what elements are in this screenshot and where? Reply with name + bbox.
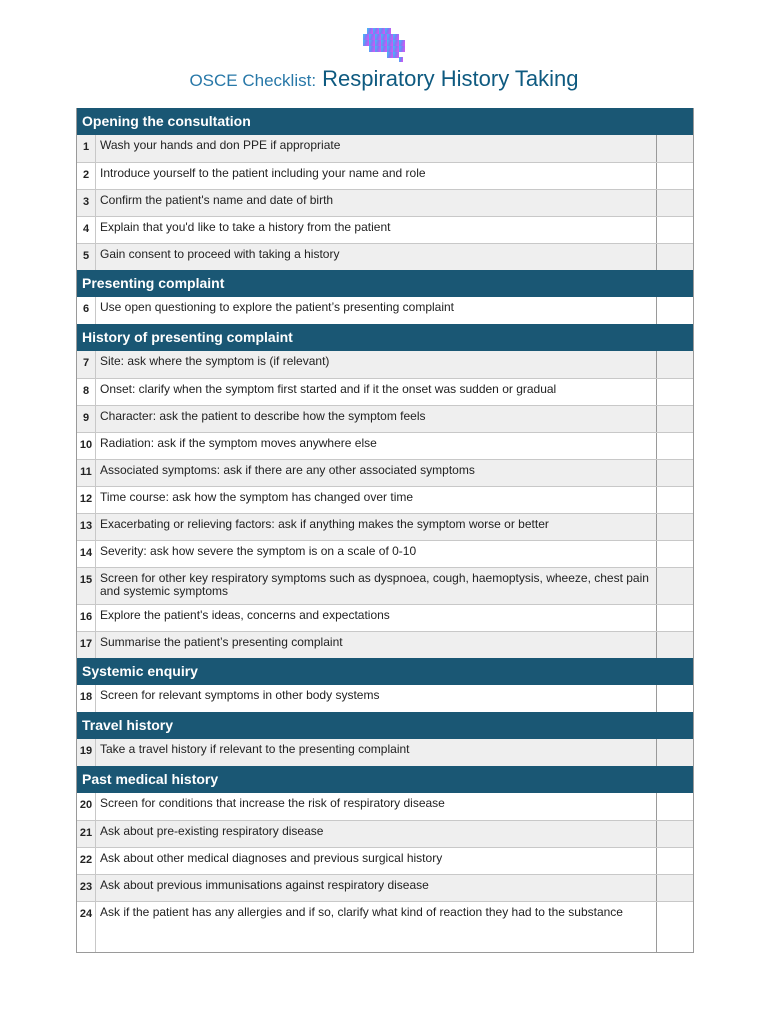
item-number: 16 [77,605,96,631]
checklist-row [77,604,693,631]
check-box[interactable] [657,821,693,847]
item-text: Site: ask where the symptom is (if relevant) [96,351,657,378]
item-text: Screen for other key respiratory symptoms such as dyspnoea, cough, haemoptysis, wheeze, chest pain and systemic symptoms [96,568,657,604]
checklist-row [77,189,693,216]
item-number: 13 [77,514,96,540]
item-number: 21 [77,821,96,847]
item-text: Explain that you'd like to take a history from the patient [96,217,657,243]
check-box[interactable] [657,487,693,513]
checklist-row [77,351,693,378]
checklist-table [76,108,694,953]
item-number: 15 [77,568,96,604]
item-text: Associated symptoms: ask if there are any other associated symptoms [96,460,657,486]
check-box[interactable] [657,685,693,712]
item-number: 8 [77,379,96,405]
item-number: 4 [77,217,96,243]
check-box[interactable] [657,632,693,658]
checklist-row [77,486,693,513]
item-text: Summarise the patient’s presenting complaint [96,632,657,658]
item-text: Time course: ask how the symptom has changed over time [96,487,657,513]
checklist-row [77,820,693,847]
item-text: Screen for conditions that increase the risk of respiratory disease [96,793,657,820]
item-text: Screen for relevant symptoms in other body systems [96,685,657,712]
check-box[interactable] [657,217,693,243]
item-number: 2 [77,163,96,189]
checklist-row [77,297,693,324]
item-number: 11 [77,460,96,486]
check-box[interactable] [657,541,693,567]
check-box[interactable] [657,875,693,901]
item-number: 10 [77,433,96,459]
checklist-row [77,216,693,243]
item-number: 3 [77,190,96,216]
section-header: Opening the consultation [77,108,693,135]
item-text: Radiation: ask if the symptom moves anywhere else [96,433,657,459]
item-number: 6 [77,297,96,324]
checklist-row [77,567,693,604]
checklist-row [77,135,693,162]
check-box[interactable] [657,902,693,952]
checklist-row [77,162,693,189]
brain-logo-icon [361,26,409,64]
section-header: History of presenting complaint [77,324,693,351]
item-text: Explore the patient's ideas, concerns and expectations [96,605,657,631]
item-number: 12 [77,487,96,513]
check-box[interactable] [657,460,693,486]
title-main: Respiratory History Taking [322,66,579,91]
item-number: 24 [77,902,96,952]
check-box[interactable] [657,190,693,216]
item-text: Ask if the patient has any allergies and if so, clarify what kind of reaction they had to the substance [96,902,657,952]
check-box[interactable] [657,605,693,631]
checklist-row [77,459,693,486]
check-box[interactable] [657,135,693,162]
item-text: Character: ask the patient to describe how the symptom feels [96,406,657,432]
checklist-row [77,405,693,432]
item-text: Introduce yourself to the patient including your name and role [96,163,657,189]
check-box[interactable] [657,514,693,540]
item-number: 20 [77,793,96,820]
check-box[interactable] [657,739,693,766]
checklist-row [77,901,693,952]
check-box[interactable] [657,351,693,378]
item-text: Wash your hands and don PPE if appropriate [96,135,657,162]
checklist-row [77,243,693,270]
check-box[interactable] [657,163,693,189]
check-box[interactable] [657,297,693,324]
item-text: Severity: ask how severe the symptom is on a scale of 0-10 [96,541,657,567]
item-number: 17 [77,632,96,658]
checklist-row [77,631,693,658]
item-number: 14 [77,541,96,567]
item-text: Ask about previous immunisations against respiratory disease [96,875,657,901]
item-text: Use open questioning to explore the patient’s presenting complaint [96,297,657,324]
checklist-row [77,378,693,405]
checklist-row [77,847,693,874]
page-title [0,66,768,92]
item-number: 7 [77,351,96,378]
checklist-row [77,793,693,820]
check-box[interactable] [657,244,693,270]
item-text: Onset: clarify when the symptom first started and if it the onset was sudden or gradual [96,379,657,405]
check-box[interactable] [657,848,693,874]
check-box[interactable] [657,793,693,820]
item-text: Exacerbating or relieving factors: ask if anything makes the symptom worse or better [96,514,657,540]
item-number: 9 [77,406,96,432]
item-text: Take a travel history if relevant to the presenting complaint [96,739,657,766]
item-number: 23 [77,875,96,901]
checklist-row [77,513,693,540]
item-number: 19 [77,739,96,766]
section-header: Presenting complaint [77,270,693,297]
item-number: 18 [77,685,96,712]
section-header: Travel history [77,712,693,739]
checklist-row [77,685,693,712]
checklist-row [77,540,693,567]
checklist-row [77,739,693,766]
item-number: 22 [77,848,96,874]
checklist-row [77,432,693,459]
checklist-row [77,874,693,901]
check-box[interactable] [657,406,693,432]
check-box[interactable] [657,568,693,604]
item-text: Ask about other medical diagnoses and previous surgical history [96,848,657,874]
section-header: Past medical history [77,766,693,793]
section-header: Systemic enquiry [77,658,693,685]
check-box[interactable] [657,433,693,459]
item-number: 1 [77,135,96,162]
title-prefix: OSCE Checklist: [189,71,317,90]
item-text: Confirm the patient's name and date of birth [96,190,657,216]
check-box[interactable] [657,379,693,405]
item-text: Ask about pre-existing respiratory disease [96,821,657,847]
item-text: Gain consent to proceed with taking a history [96,244,657,270]
item-number: 5 [77,244,96,270]
